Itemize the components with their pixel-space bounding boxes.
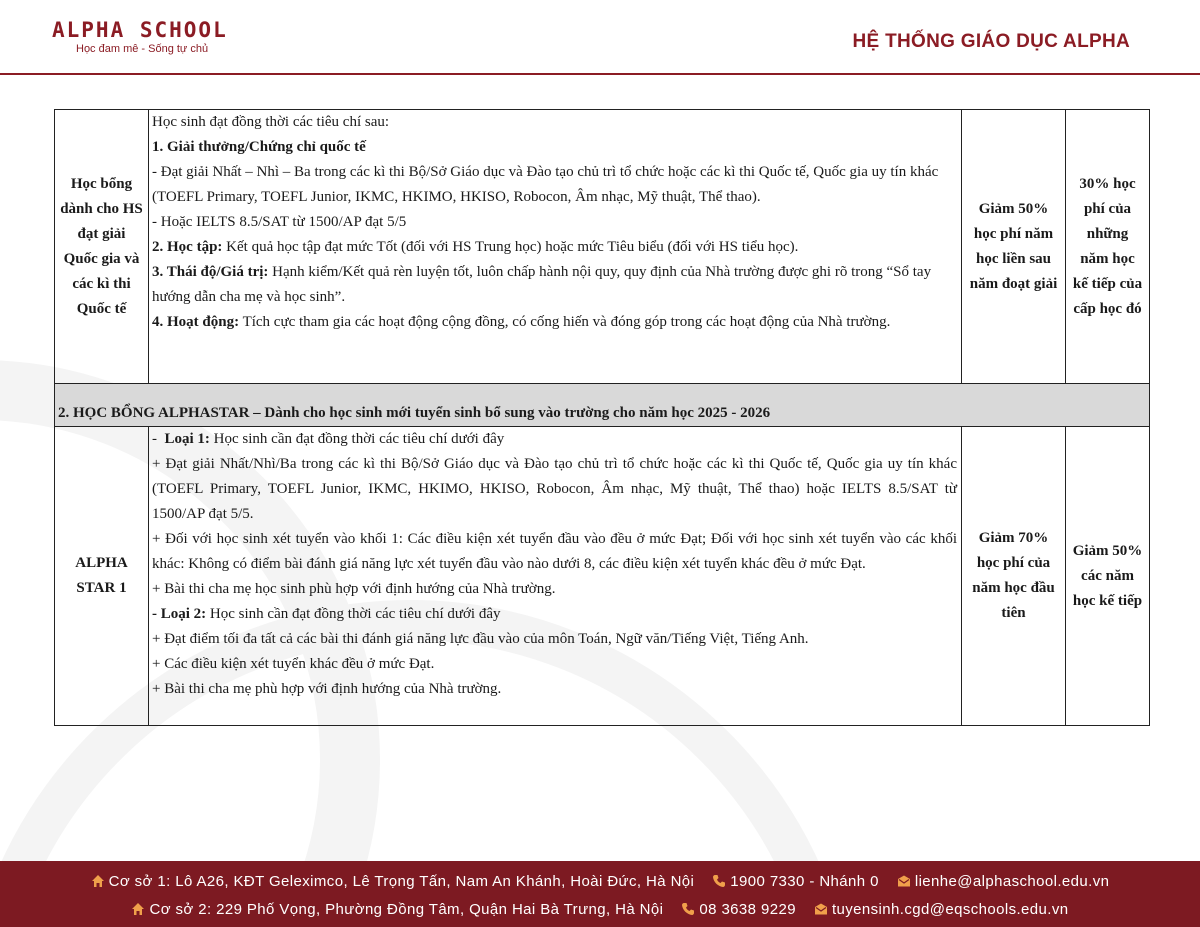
table-row — [55, 427, 1150, 726]
footer-row — [0, 895, 1200, 923]
logo-subtitle: Học đam mê - Sống tự chủ — [76, 43, 209, 55]
criteria-text: Hạnh kiểm/Kết quả rèn luyện tốt, luôn chấp hành nội quy, quy định của Nhà trường được ghi rõ trong “Sổ tay hướng dẫn cha mẹ và học sinh”. — [152, 264, 932, 305]
address-text: Cơ sở 1: Lô A26, KĐT Geleximco, Lê Trọng Tấn, Nam An Khánh, Hoài Đức, Hà Nội — [108, 872, 695, 890]
phone-text: 1900 7330 - Nhánh 0 — [730, 872, 879, 890]
home-icon — [91, 874, 105, 888]
criteria-text: Học sinh cần đạt đồng thời các tiêu chí dưới đây — [206, 606, 501, 622]
footer-email[interactable] — [814, 901, 1069, 918]
phone-text: 08 3638 9229 — [699, 900, 796, 918]
criteria-line — [152, 310, 957, 335]
page-header — [0, 0, 1200, 76]
address-text: Cơ sở 2: 229 Phố Vọng, Phường Đồng Tâm, Quận Hai Bà Trưng, Hà Nội — [149, 900, 664, 918]
email-icon — [897, 874, 911, 888]
criteria-label: 4. Hoạt động: — [152, 314, 240, 330]
school-logo[interactable] — [52, 18, 252, 56]
scholarship-table — [54, 109, 1150, 726]
criteria-heading: 1. Giải thưởng/Chứng chỉ quốc tế — [152, 139, 366, 155]
criteria-line: + Bài thi cha mẹ học sinh phù hợp với định hướng của Nhà trường. — [152, 581, 556, 597]
logo-title: ALPHA SCHOOL — [52, 18, 228, 42]
footer-email[interactable] — [897, 873, 1110, 890]
phone-icon — [712, 874, 726, 888]
criteria-text: Tích cực tham gia các hoạt động cộng đồng, có cống hiến và đóng góp trong các hoạt động của Nhà trường. — [239, 314, 891, 330]
criteria-label: 2. Học tập: — [152, 239, 223, 255]
criteria-label: - Loại 2: — [152, 606, 207, 622]
email-icon — [814, 902, 828, 916]
footer-row — [0, 867, 1200, 895]
header-divider — [0, 73, 1200, 75]
criteria-label: 3. Thái độ/Giá trị: — [152, 264, 269, 280]
scholarship-value: Giảm 50% học phí năm học liền sau năm đoạt giải — [962, 110, 1066, 384]
email-text: lienhe@alphaschool.edu.vn — [914, 872, 1110, 890]
criteria-line: + Đạt điểm tối đa tất cả các bài thi đánh giá năng lực đầu vào của môn Toán, Ngữ văn/Tiếng Việt, Tiếng Anh. — [152, 631, 809, 647]
scholarship-criteria — [149, 427, 962, 726]
criteria-line — [152, 235, 957, 260]
scholarship-criteria — [149, 110, 962, 384]
table-row — [55, 110, 1150, 384]
phone-icon — [681, 902, 695, 916]
criteria-line: + Các điều kiện xét tuyển khác đều ở mức Đạt. — [152, 656, 435, 672]
criteria-label: Loại 1: — [164, 431, 210, 447]
section-header-row — [55, 384, 1150, 427]
section-title: 2. HỌC BỔNG ALPHASTAR – Dành cho học sinh mới tuyển sinh bổ sung vào trường cho năm học 2025 - 2026 — [55, 384, 1150, 427]
footer-address — [131, 901, 663, 918]
criteria-text: Kết quả học tập đạt mức Tốt (đối với HS Trung học) hoặc mức Tiêu biểu (đối với HS tiểu học). — [222, 239, 799, 255]
criteria-line: + Bài thi cha mẹ phù hợp với định hướng của Nhà trường. — [152, 681, 502, 697]
page-footer — [0, 861, 1200, 927]
email-text: tuyensinh.cgd@eqschools.edu.vn — [831, 900, 1069, 918]
scholarship-name: ALPHA STAR 1 — [55, 427, 149, 726]
criteria-line: + Đạt giải Nhất/Nhì/Ba trong các kì thi Bộ/Sở Giáo dục và Đào tạo chủ trì tổ chức hoặc các kì thi Quốc tế, Quốc gia uy tín khác (TOEFL Primary, TOEFL Junior, IKMC, HKIMO, HKISO, Robocon, Âm nhạc, Mỹ thuật, Thể thao) hoặc IELTS 8.5/SAT từ 1500/AP đạt 5/5. — [152, 456, 957, 522]
criteria-text: Học sinh cần đạt đồng thời các tiêu chí dưới đây — [209, 431, 505, 447]
footer-address — [91, 873, 695, 890]
criteria-line: + Đối với học sinh xét tuyển vào khối 1: Các điều kiện xét tuyển đầu vào đều ở mức Đạt; Đối với học sinh xét tuyển vào các khối khác: Không có điểm bài đánh giá năng lực xét tuyển đầu vào nào dưới 8, các điều kiện xét tuyển khác đều ở mức Đạt. — [152, 531, 957, 572]
criteria-intro: Học sinh đạt đồng thời các tiêu chí sau: — [152, 114, 390, 130]
footer-phone[interactable] — [681, 901, 796, 918]
criteria-line — [152, 260, 957, 310]
criteria-line — [152, 602, 957, 627]
criteria-line: - Đạt giải Nhất – Nhì – Ba trong các kì thi Bộ/Sở Giáo dục và Đào tạo chủ trì tổ chức hoặc các kì thi Quốc tế, Quốc gia uy tín khác (TOEFL Primary, TOEFL Junior, IKMC, HKIMO, HKISO, Robocon, Âm nhạc, Mỹ thuật, Thể thao). — [152, 164, 939, 205]
scholarship-followup-value: Giảm 50% các năm học kế tiếp — [1066, 427, 1150, 726]
criteria-line: - Hoặc IELTS 8.5/SAT từ 1500/AP đạt 5/5 — [152, 214, 407, 230]
footer-phone[interactable] — [712, 873, 879, 890]
scholarship-followup-value: 30% học phí của những năm học kế tiếp của cấp học đó — [1066, 110, 1150, 384]
system-title: HỆ THỐNG GIÁO DỤC ALPHA — [852, 31, 1130, 52]
home-icon — [131, 902, 145, 916]
criteria-prefix: - — [152, 431, 165, 447]
criteria-line — [152, 427, 957, 452]
scholarship-name: Học bổng dành cho HS đạt giải Quốc gia và các kì thi Quốc tế — [55, 110, 149, 384]
scholarship-value: Giảm 70% học phí của năm học đầu tiên — [962, 427, 1066, 726]
